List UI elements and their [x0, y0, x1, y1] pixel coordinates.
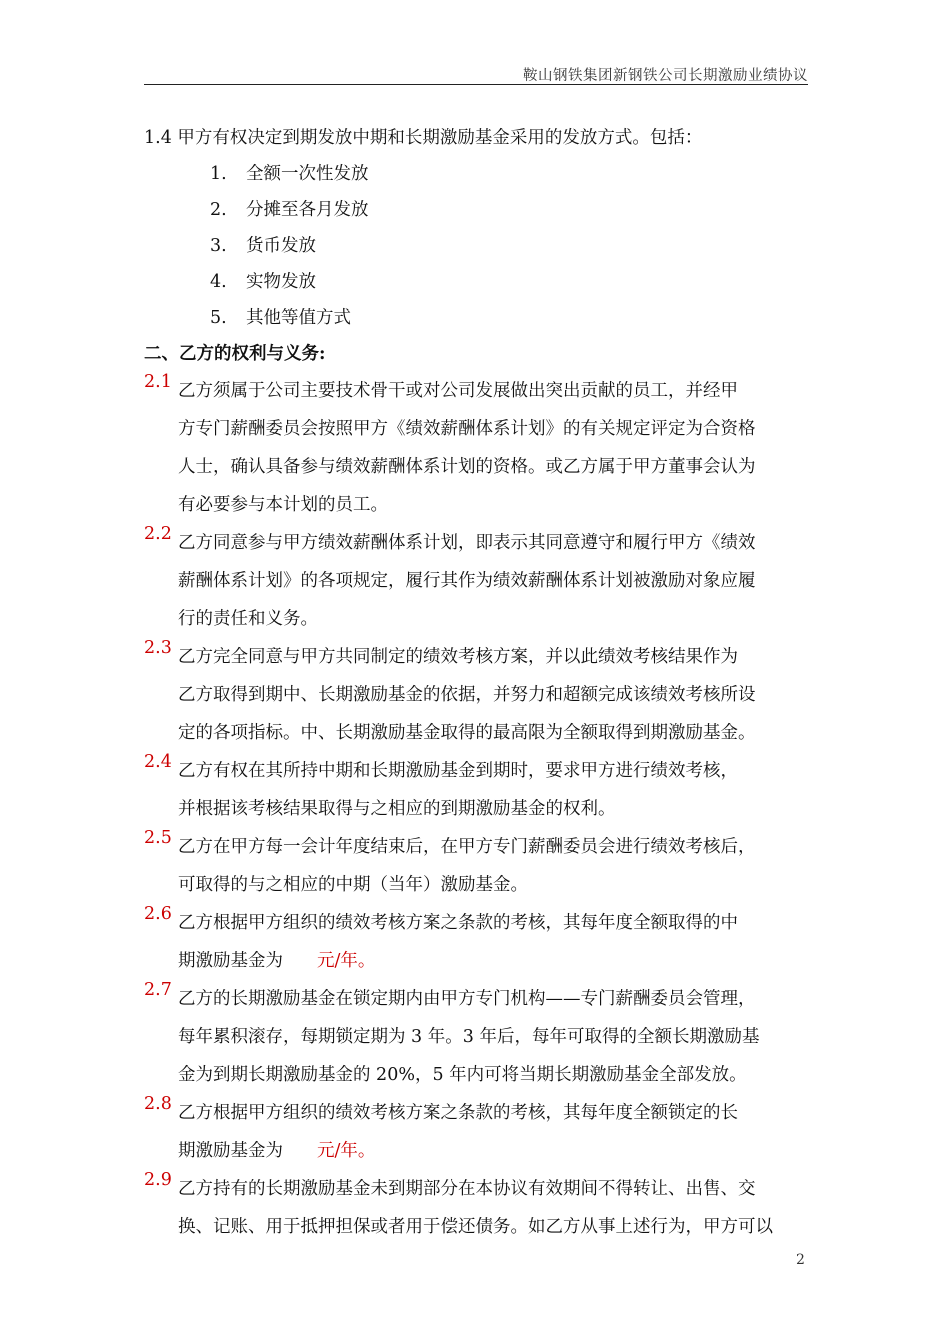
clause-line: 定的各项指标。中、长期激励基金取得的最高限为全额取得到期激励基金。 — [178, 723, 756, 743]
clause-line: 方专门薪酬委员会按照甲方《绩效薪酬体系计划》的有关规定评定为合资格 — [178, 419, 756, 439]
page-header-title: 鞍山钢铁集团新钢铁公司长期激励业绩协议 — [523, 68, 808, 84]
clause-line — [178, 1132, 812, 1170]
clause-2-4 — [144, 752, 812, 828]
clause-2-5 — [144, 828, 812, 904]
clause-number: 2.4 — [144, 752, 172, 772]
clause-2-3 — [144, 638, 812, 752]
list-item — [144, 264, 812, 300]
clause-line — [178, 942, 812, 980]
list-item-text: 分摊至各月发放 — [246, 200, 369, 220]
clause-2-6 — [144, 904, 812, 980]
clause-number: 2.6 — [144, 904, 172, 924]
amount-unit: 元/年。 — [317, 1141, 376, 1161]
clause-line: 人士，确认具备参与绩效薪酬体系计划的资格。或乙方属于甲方董事会认为 — [178, 457, 756, 477]
list-item — [144, 192, 812, 228]
clause-number: 2.3 — [144, 638, 172, 658]
clause-text: 甲方有权决定到期发放中期和长期激励基金采用的发放方式。包括： — [177, 128, 703, 148]
clause-line: 薪酬体系计划》的各项规定，履行其作为绩效薪酬体系计划被激励对象应履 — [178, 571, 756, 591]
list-item-text: 其他等值方式 — [246, 308, 351, 328]
amount-unit: 元/年。 — [317, 951, 376, 971]
document-body — [144, 120, 812, 1246]
clause-1-4 — [144, 120, 812, 156]
list-item-number: 4. — [210, 272, 227, 292]
clause-line: 乙方根据甲方组织的绩效考核方案之条款的考核，其每年度全额取得的中 — [178, 913, 738, 933]
clause-line: 有必要参与本计划的员工。 — [178, 495, 388, 515]
clause-number: 2.5 — [144, 828, 172, 848]
list-item-text: 货币发放 — [246, 236, 316, 256]
clause-line: 可取得的与之相应的中期（当年）激励基金。 — [178, 875, 528, 895]
clause-2-2 — [144, 524, 812, 638]
header-divider — [144, 84, 808, 85]
section-heading: 二、乙方的权利与义务: — [144, 344, 326, 364]
clause-number: 2.2 — [144, 524, 172, 544]
list-item-number: 3. — [210, 236, 227, 256]
clause-line: 并根据该考核结果取得与之相应的到期激励基金的权利。 — [178, 799, 616, 819]
clause-2-9 — [144, 1170, 812, 1246]
page-number: 2 — [796, 1252, 805, 1268]
clause-line-text: 期激励基金为 — [178, 1141, 283, 1161]
clause-line: 乙方有权在其所持中期和长期激励基金到期时，要求甲方进行绩效考核， — [178, 761, 738, 781]
clause-line: 行的责任和义务。 — [178, 609, 318, 629]
clause-line: 换、记账、用于抵押担保或者用于偿还债务。如乙方从事上述行为，甲方可以 — [178, 1217, 773, 1237]
clause-line: 乙方须属于公司主要技术骨干或对公司发展做出突出贡献的员工，并经甲 — [178, 381, 738, 401]
clause-number: 2.1 — [144, 372, 172, 392]
clause-line: 金为到期长期激励基金的 20%，5 年内可将当期长期激励基金全部发放。 — [178, 1065, 747, 1085]
clause-number: 1.4 — [144, 128, 172, 148]
list-item — [144, 228, 812, 264]
clause-number: 2.9 — [144, 1170, 172, 1190]
clause-number: 2.8 — [144, 1094, 172, 1114]
clause-2-8 — [144, 1094, 812, 1170]
clause-line: 乙方的长期激励基金在锁定期内由甲方专门机构——专门薪酬委员会管理， — [178, 989, 756, 1009]
list-item — [144, 156, 812, 192]
clause-line: 乙方持有的长期激励基金未到期部分在本协议有效期间不得转让、出售、交 — [178, 1179, 756, 1199]
clause-2-1 — [144, 372, 812, 524]
clause-line: 乙方取得到期中、长期激励基金的依据，并努力和超额完成该绩效考核所设 — [178, 685, 756, 705]
clause-number: 2.7 — [144, 980, 172, 1000]
clause-2-7 — [144, 980, 812, 1094]
clause-line: 每年累积滚存，每期锁定期为 3 年。3 年后，每年可取得的全额长期激励基 — [178, 1027, 760, 1047]
clause-line-text: 期激励基金为 — [178, 951, 283, 971]
clause-line: 乙方根据甲方组织的绩效考核方案之条款的考核，其每年度全额锁定的长 — [178, 1103, 738, 1123]
list-item-number: 5. — [210, 308, 227, 328]
clause-line: 乙方完全同意与甲方共同制定的绩效考核方案，并以此绩效考核结果作为 — [178, 647, 738, 667]
list-item-number: 1. — [210, 164, 227, 184]
list-item-text: 全额一次性发放 — [246, 164, 369, 184]
list-item-text: 实物发放 — [246, 272, 316, 292]
list-item — [144, 300, 812, 336]
clause-line: 乙方同意参与甲方绩效薪酬体系计划，即表示其同意遵守和履行甲方《绩效 — [178, 533, 756, 553]
list-item-number: 2. — [210, 200, 227, 220]
clause-line: 乙方在甲方每一会计年度结束后，在甲方专门薪酬委员会进行绩效考核后， — [178, 837, 756, 857]
